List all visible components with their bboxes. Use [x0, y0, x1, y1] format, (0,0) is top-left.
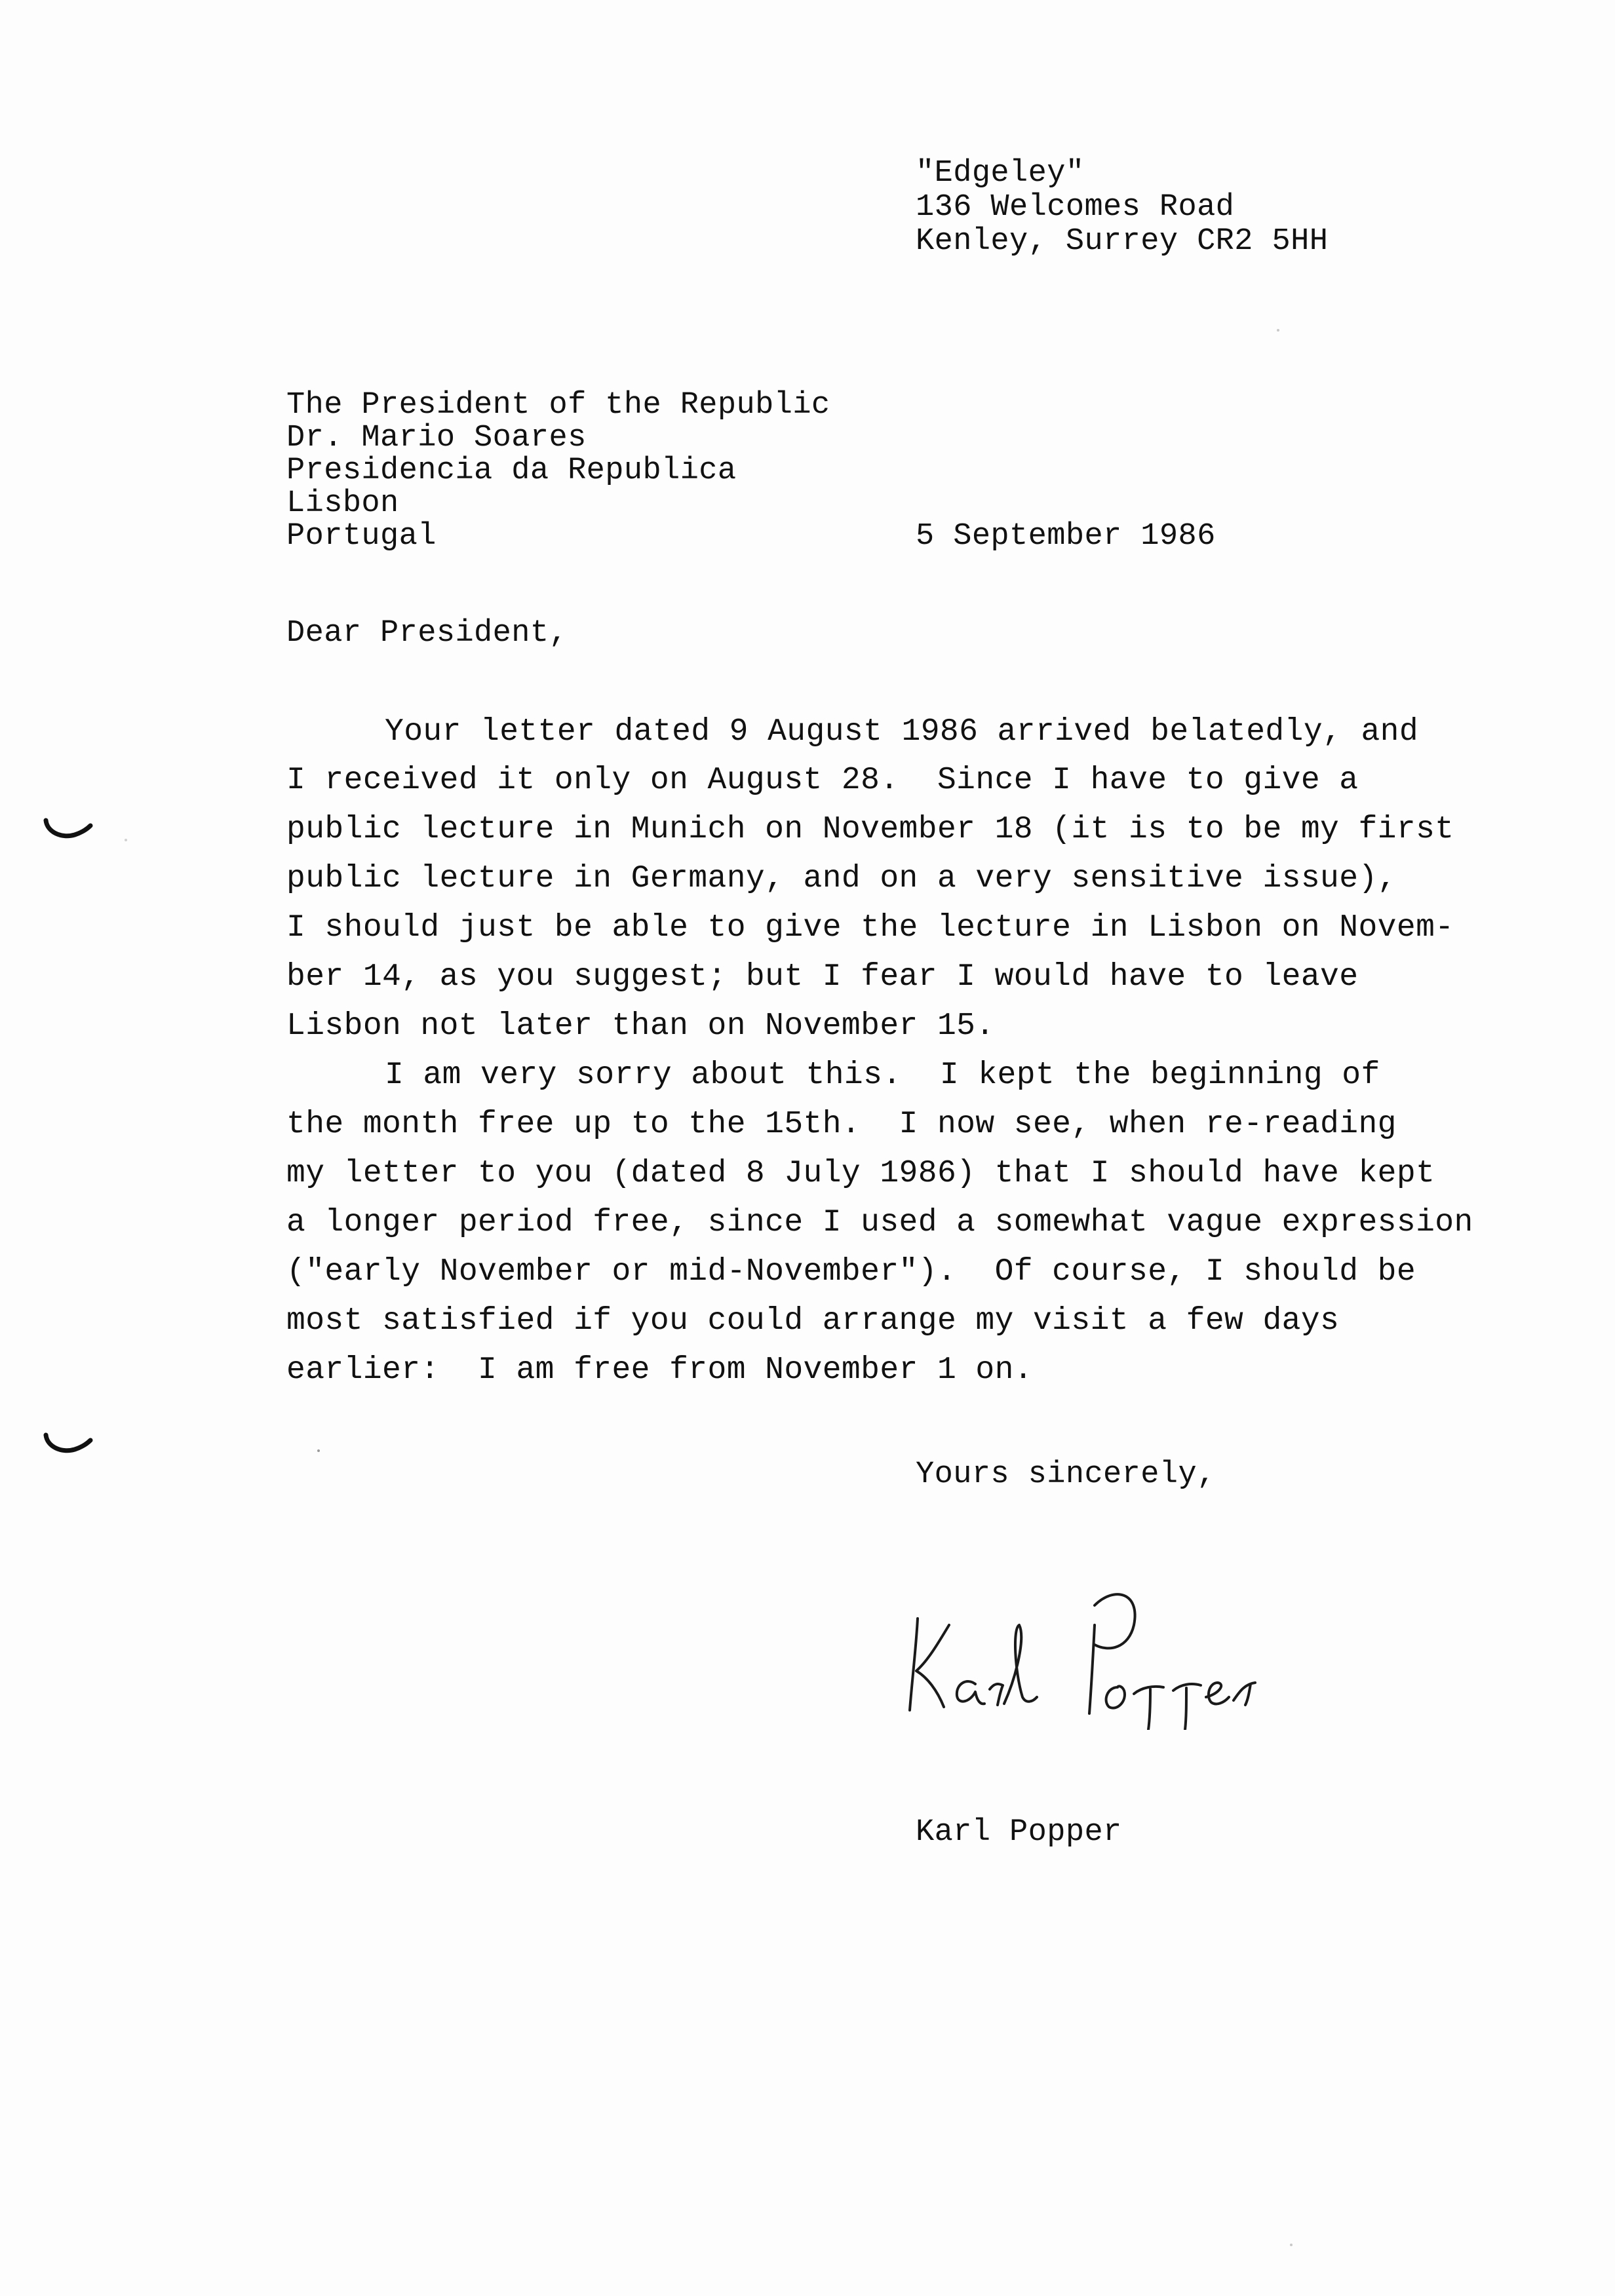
recipient-address-line-4: Lisbon [286, 486, 399, 521]
paragraph2-line-6: most satisfied if you could arrange my visit a few days [286, 1303, 1340, 1339]
salutation: Dear President, [286, 616, 568, 651]
closing: Yours sincerely, [916, 1457, 1216, 1492]
recipient-address-line-1: The President of the Republic [286, 388, 830, 423]
signer-name: Karl Popper [916, 1815, 1122, 1850]
paragraph1-line-2: I received it only on August 28. Since I have to give a [286, 763, 1359, 798]
paragraph2-line-5: ("early November or mid-November"). Of course, I should be [286, 1254, 1416, 1290]
sender-address-line-1: "Edgeley" [916, 156, 1085, 191]
paragraph1-line-6: ber 14, as you suggest; but I fear I would have to leave [286, 959, 1359, 995]
speck [1277, 329, 1279, 332]
paragraph2-line-1: I am very sorry about this. I kept the beginning of [385, 1058, 1380, 1093]
handwritten-signature [898, 1579, 1278, 1730]
recipient-address-line-3: Presidencia da Republica [286, 453, 737, 488]
punch-hole-mark-icon [42, 1432, 93, 1455]
recipient-address-line-2: Dr. Mario Soares [286, 421, 587, 455]
speck [317, 1449, 320, 1452]
paragraph1-line-4: public lecture in Germany, and on a very sensitive issue), [286, 861, 1397, 896]
recipient-address-line-5: Portugal [286, 519, 437, 554]
paragraph2-line-4: a longer period free, since I used a somewhat vague expression [286, 1205, 1473, 1240]
paragraph1-line-3: public lecture in Munich on November 18 (it is to be my first [286, 812, 1454, 847]
paragraph2-line-3: my letter to you (dated 8 July 1986) that I should have kept [286, 1156, 1435, 1191]
paragraph2-line-2: the month free up to the 15th. I now see, when re-reading [286, 1107, 1397, 1142]
paragraph1-line-7: Lisbon not later than on November 15. [286, 1008, 995, 1044]
letter-date: 5 September 1986 [916, 519, 1216, 554]
sender-address-line-3: Kenley, Surrey CR2 5HH [916, 224, 1329, 259]
paragraph2-line-7: earlier: I am free from November 1 on. [286, 1352, 1033, 1388]
speck [1290, 2244, 1293, 2246]
paragraph1-line-5: I should just be able to give the lecture in Lisbon on Novem- [286, 910, 1454, 946]
punch-hole-mark-icon [42, 818, 93, 840]
sender-address-line-2: 136 Welcomes Road [916, 190, 1235, 225]
speck [125, 839, 127, 841]
paragraph1-line-1: Your letter dated 9 August 1986 arrived belatedly, and [385, 714, 1419, 750]
